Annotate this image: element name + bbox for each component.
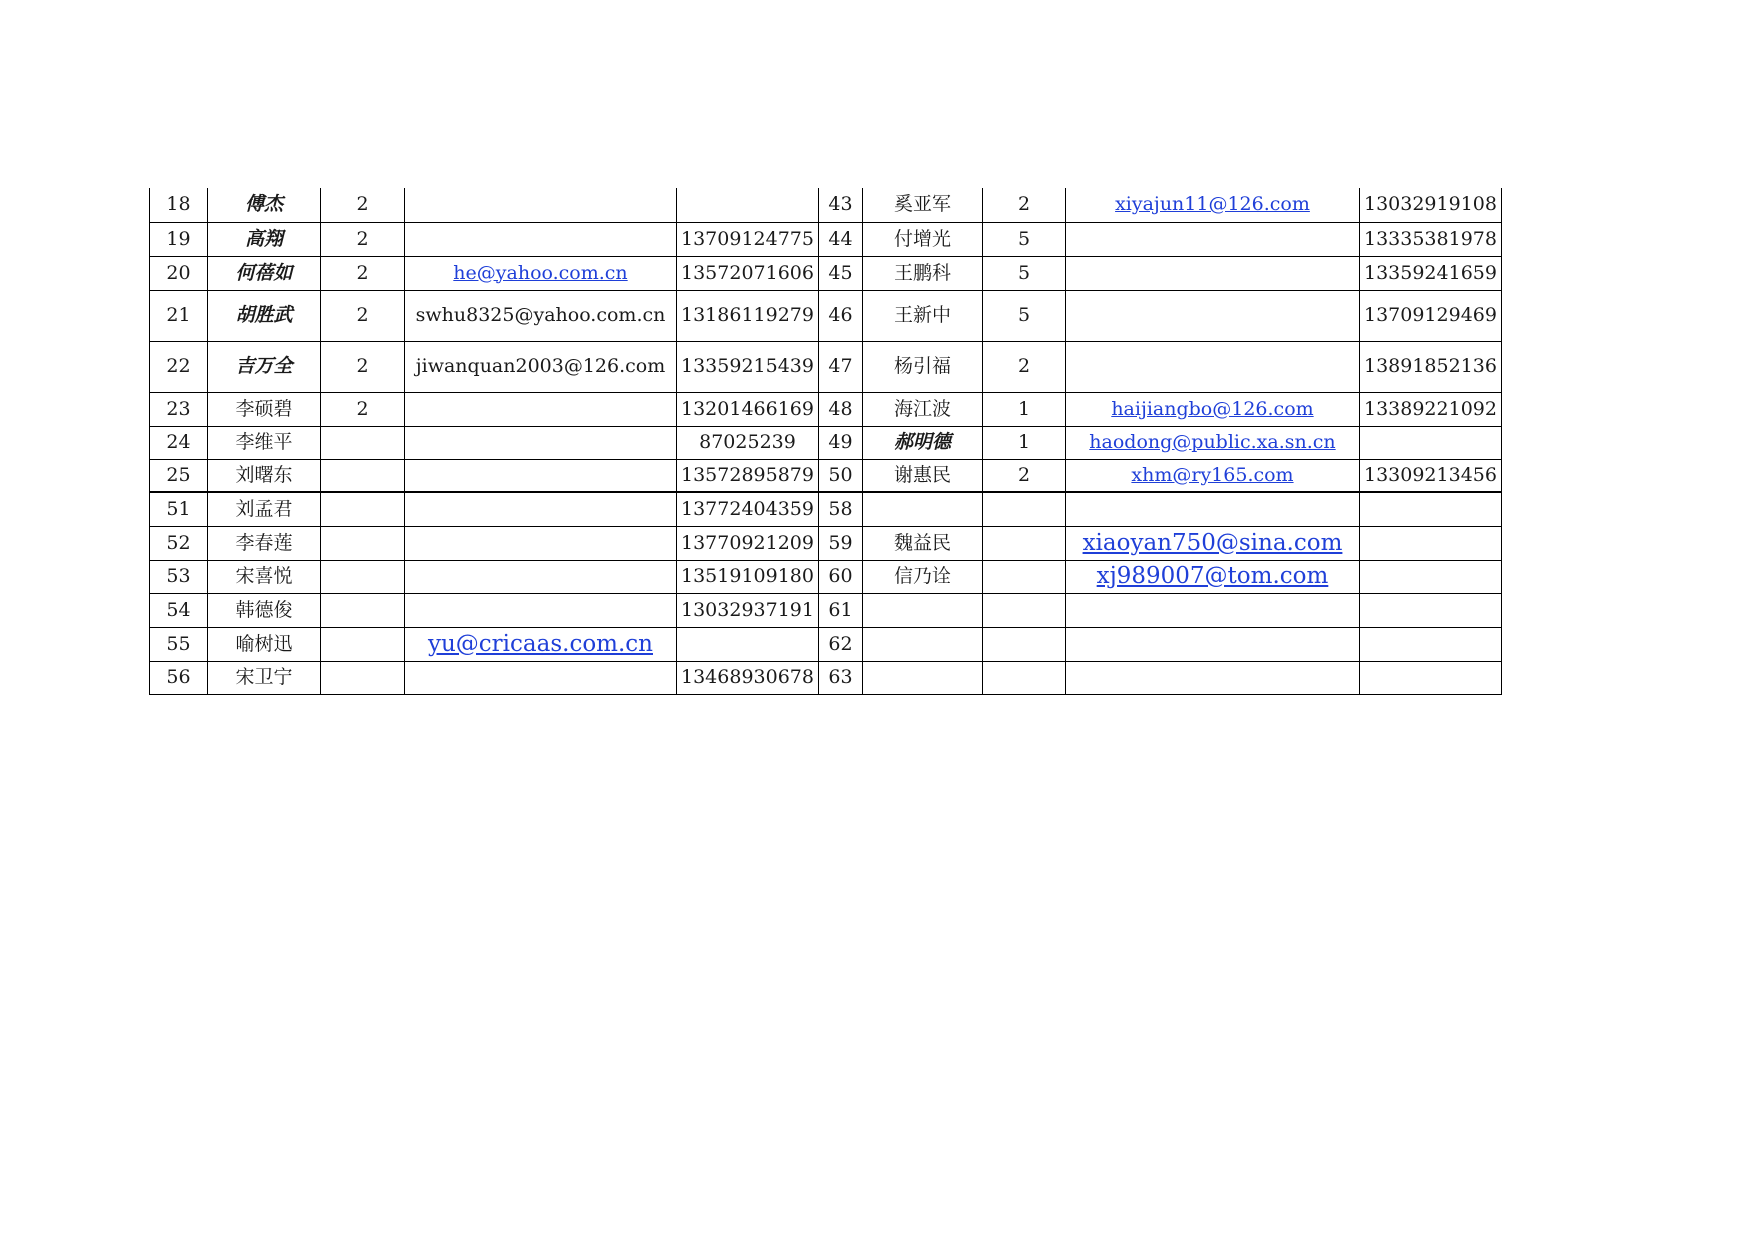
email-cell <box>1065 188 1359 222</box>
phone-cell: 13772404359 <box>677 492 819 526</box>
count-cell <box>982 627 1065 661</box>
index-cell: 63 <box>818 661 862 694</box>
count-cell <box>321 560 405 593</box>
email-link[interactable]: haodong@public.xa.sn.cn <box>1089 431 1336 453</box>
count-cell: 2 <box>321 290 405 341</box>
name-cell: 高翔 <box>208 222 321 256</box>
index-cell: 60 <box>818 560 862 593</box>
name-cell: 谢惠民 <box>862 459 982 492</box>
count-cell: 2 <box>982 459 1065 492</box>
count-cell <box>982 492 1065 526</box>
phone-cell: 13309213456 <box>1359 459 1501 492</box>
email-cell <box>405 593 677 627</box>
name-cell: 韩德俊 <box>208 593 321 627</box>
count-cell <box>982 661 1065 694</box>
email-link[interactable]: haijiangbo@126.com <box>1111 397 1314 420</box>
count-cell <box>982 526 1065 560</box>
phone-cell <box>1359 627 1501 661</box>
name-cell: 刘孟君 <box>208 492 321 526</box>
name-cell: 海江波 <box>862 392 982 426</box>
email-cell <box>1065 256 1359 290</box>
name-cell: 何蓓如 <box>208 256 321 290</box>
name-cell: 刘曙东 <box>208 459 321 492</box>
table-row <box>150 222 1502 256</box>
table-row <box>150 188 1502 222</box>
index-cell: 19 <box>150 222 208 256</box>
name-cell: 喻树迅 <box>208 627 321 661</box>
index-cell: 48 <box>818 392 862 426</box>
name-cell: 奚亚军 <box>862 188 982 222</box>
phone-cell <box>677 627 819 661</box>
phone-cell: 13335381978 <box>1359 222 1501 256</box>
count-cell <box>321 492 405 526</box>
name-cell: 吉万全 <box>208 341 321 392</box>
name-cell: 李维平 <box>208 426 321 459</box>
email-link[interactable]: xiaoyan750@sina.com <box>1082 529 1343 556</box>
phone-cell: 13709124775 <box>677 222 819 256</box>
index-cell: 20 <box>150 256 208 290</box>
email-link[interactable]: xiyajun11@126.com <box>1115 193 1310 216</box>
email-cell <box>405 459 677 492</box>
email-cell <box>1065 661 1359 694</box>
name-cell: 李硕碧 <box>208 392 321 426</box>
email-cell <box>405 222 677 256</box>
email-cell <box>405 256 677 290</box>
email-cell <box>1065 560 1359 593</box>
email-cell <box>405 492 677 526</box>
email-cell <box>405 341 677 392</box>
email-cell <box>1065 290 1359 341</box>
index-cell: 44 <box>818 222 862 256</box>
count-cell: 5 <box>982 290 1065 341</box>
phone-cell <box>1359 661 1501 694</box>
index-cell: 55 <box>150 627 208 661</box>
email-cell <box>405 526 677 560</box>
count-cell: 2 <box>982 188 1065 222</box>
email-link[interactable]: yu@cricaas.com.cn <box>427 630 653 657</box>
count-cell <box>321 426 405 459</box>
count-cell <box>321 627 405 661</box>
table-row <box>150 256 1502 290</box>
index-cell: 43 <box>818 188 862 222</box>
index-cell: 22 <box>150 341 208 392</box>
table-row <box>150 290 1502 341</box>
email-cell <box>405 290 677 341</box>
phone-cell: 13186119279 <box>677 290 819 341</box>
email-cell <box>1065 459 1359 492</box>
table-row <box>150 560 1502 593</box>
email-text: jiwanquan2003@126.com <box>415 355 666 377</box>
email-cell <box>405 426 677 459</box>
index-cell: 51 <box>150 492 208 526</box>
contacts-table <box>149 188 1502 695</box>
index-cell: 62 <box>818 627 862 661</box>
name-cell: 付增光 <box>862 222 982 256</box>
name-cell <box>862 593 982 627</box>
phone-cell: 13519109180 <box>677 560 819 593</box>
name-cell: 胡胜武 <box>208 290 321 341</box>
phone-cell <box>677 188 819 222</box>
phone-cell: 13359241659 <box>1359 256 1501 290</box>
email-cell <box>1065 392 1359 426</box>
index-cell: 59 <box>818 526 862 560</box>
email-cell <box>1065 492 1359 526</box>
name-cell: 郝明德 <box>862 426 982 459</box>
email-cell <box>1065 426 1359 459</box>
count-cell: 5 <box>982 222 1065 256</box>
email-cell <box>1065 526 1359 560</box>
index-cell: 25 <box>150 459 208 492</box>
count-cell <box>982 593 1065 627</box>
table-body <box>150 188 1502 694</box>
table-row <box>150 492 1502 526</box>
phone-cell: 13770921209 <box>677 526 819 560</box>
index-cell: 18 <box>150 188 208 222</box>
name-cell: 杨引福 <box>862 341 982 392</box>
name-cell: 李春莲 <box>208 526 321 560</box>
count-cell: 5 <box>982 256 1065 290</box>
name-cell: 宋喜悦 <box>208 560 321 593</box>
name-cell: 傅杰 <box>208 188 321 222</box>
count-cell: 2 <box>321 222 405 256</box>
index-cell: 23 <box>150 392 208 426</box>
email-cell <box>405 560 677 593</box>
name-cell <box>862 492 982 526</box>
phone-cell: 13709129469 <box>1359 290 1501 341</box>
table-row <box>150 627 1502 661</box>
index-cell: 56 <box>150 661 208 694</box>
index-cell: 47 <box>818 341 862 392</box>
phone-cell: 13468930678 <box>677 661 819 694</box>
email-cell <box>405 392 677 426</box>
index-cell: 24 <box>150 426 208 459</box>
count-cell: 2 <box>321 392 405 426</box>
index-cell: 21 <box>150 290 208 341</box>
table-row <box>150 593 1502 627</box>
count-cell <box>321 593 405 627</box>
phone-cell: 13201466169 <box>677 392 819 426</box>
table-row <box>150 526 1502 560</box>
index-cell: 52 <box>150 526 208 560</box>
table-row <box>150 661 1502 694</box>
table-row <box>150 426 1502 459</box>
email-link[interactable]: xj989007@tom.com <box>1096 563 1329 589</box>
email-cell <box>405 188 677 222</box>
index-cell: 58 <box>818 492 862 526</box>
phone-cell: 13359215439 <box>677 341 819 392</box>
name-cell: 宋卫宁 <box>208 661 321 694</box>
phone-cell: 13032937191 <box>677 593 819 627</box>
index-cell: 49 <box>818 426 862 459</box>
phone-cell: 13572895879 <box>677 459 819 492</box>
count-cell: 1 <box>982 426 1065 459</box>
index-cell: 46 <box>818 290 862 341</box>
name-cell: 王新中 <box>862 290 982 341</box>
phone-cell: 13032919108 <box>1359 188 1501 222</box>
phone-cell <box>1359 593 1501 627</box>
count-cell: 2 <box>321 341 405 392</box>
index-cell: 45 <box>818 256 862 290</box>
phone-cell: 13891852136 <box>1359 341 1501 392</box>
email-cell <box>1065 222 1359 256</box>
phone-cell <box>1359 526 1501 560</box>
count-cell: 2 <box>321 188 405 222</box>
phone-cell: 87025239 <box>677 426 819 459</box>
name-cell <box>862 627 982 661</box>
index-cell: 61 <box>818 593 862 627</box>
name-cell <box>862 661 982 694</box>
name-cell: 信乃诠 <box>862 560 982 593</box>
table-row <box>150 459 1502 492</box>
email-cell <box>1065 593 1359 627</box>
name-cell: 魏益民 <box>862 526 982 560</box>
count-cell: 2 <box>321 256 405 290</box>
email-link[interactable]: he@yahoo.com.cn <box>453 261 628 284</box>
table-row <box>150 392 1502 426</box>
count-cell: 1 <box>982 392 1065 426</box>
name-cell: 王鹏科 <box>862 256 982 290</box>
index-cell: 50 <box>818 459 862 492</box>
index-cell: 53 <box>150 560 208 593</box>
email-link[interactable]: xhm@ry165.com <box>1131 463 1294 486</box>
email-cell <box>405 627 677 661</box>
email-text: swhu8325@yahoo.com.cn <box>415 304 666 326</box>
email-cell <box>405 661 677 694</box>
phone-cell <box>1359 426 1501 459</box>
table-row <box>150 341 1502 392</box>
count-cell <box>321 459 405 492</box>
count-cell: 2 <box>982 341 1065 392</box>
email-cell <box>1065 627 1359 661</box>
count-cell <box>321 526 405 560</box>
index-cell: 54 <box>150 593 208 627</box>
email-cell <box>1065 341 1359 392</box>
count-cell <box>982 560 1065 593</box>
phone-cell: 13572071606 <box>677 256 819 290</box>
phone-cell <box>1359 492 1501 526</box>
phone-cell: 13389221092 <box>1359 392 1501 426</box>
phone-cell <box>1359 560 1501 593</box>
count-cell <box>321 661 405 694</box>
